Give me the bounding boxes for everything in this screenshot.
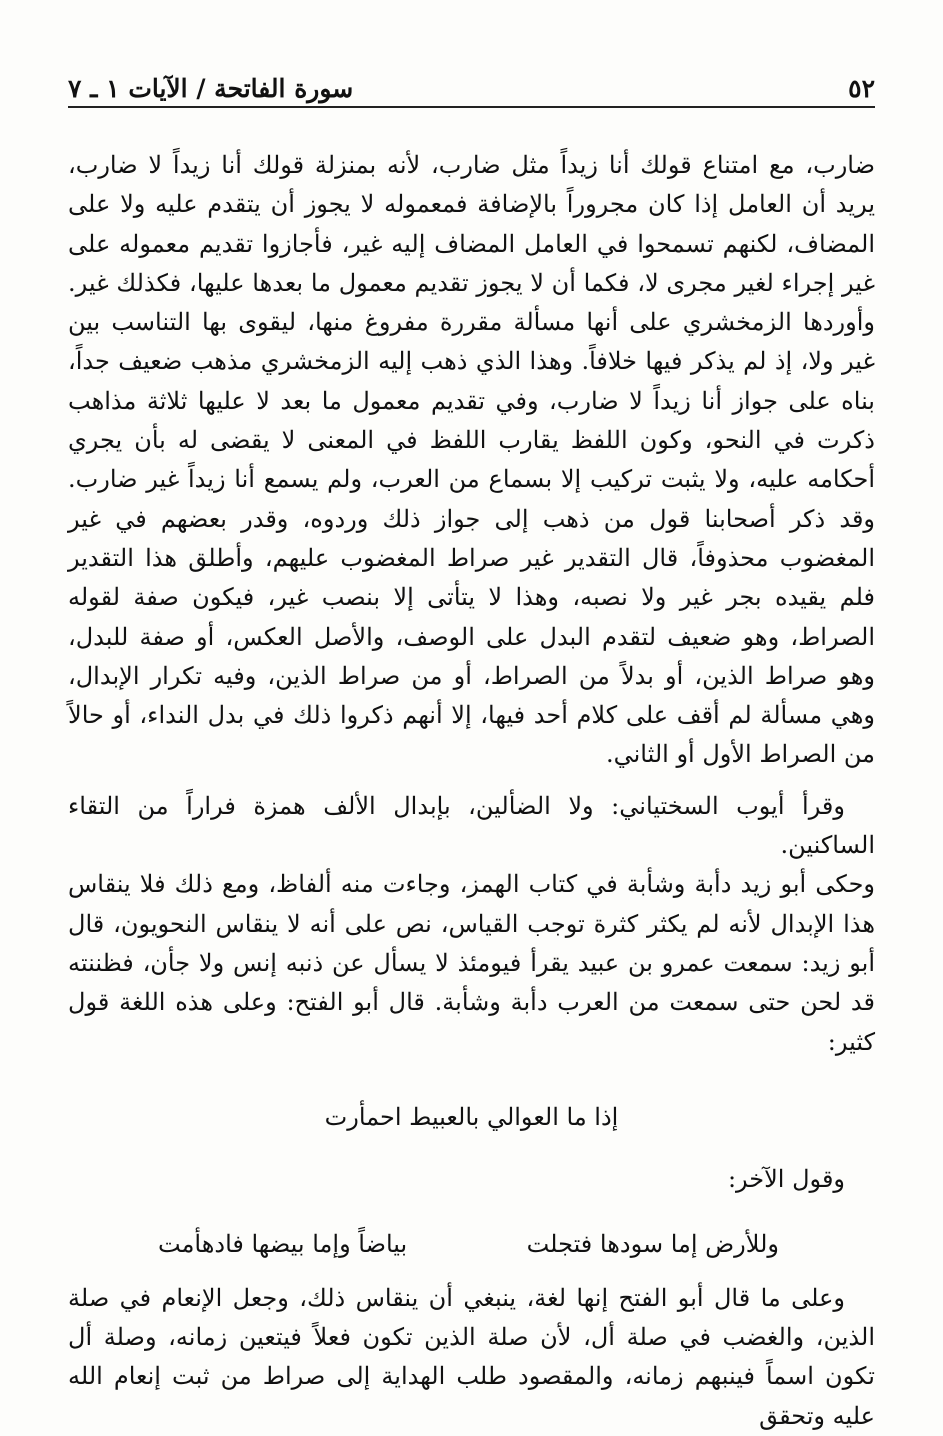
page-header <box>68 66 875 108</box>
page-number: ٥٢ <box>848 74 875 103</box>
paragraph-1: ضارب، مع امتناع قولك أنا زيداً مثل ضارب، لأنه بمنزلة قولك أنا زيداً لا ضارب، يريد أن العامل إذا كان مجروراً بالإضافة فمعموله لا يجوز أن يتقدم عليه ولا على المضاف، لكنهم تسمحوا في العامل المضاف إليه غير، فأجازوا تقديم معموله على غير إجراء لغير مجرى لا، فكما أن لا يجوز تقديم معمول ما بعدها عليها، فكذلك غير. وأوردها الزمخشري على أنها مسألة مقررة مفروغ منها، ليقوى بها التناسب بين غير ولا، إذ لم يذكر فيها خلافاً. وهذا الذي ذهب إليه الزمخشري مذهب ضعيف جداً، بناه على جواز أنا زيداً لا ضارب، وفي تقديم معمول ما بعد لا عليها ثلاثة مذاهب ذكرت في النحو، وكون اللفظ يقارب اللفظ في المعنى لا يقضى له بأن يجري أحكامه عليه، ولا يثبت تركيب إلا بسماع من العرب، ولم يسمع أنا زيداً غير ضارب. وقد ذكر أصحابنا قول من ذهب إلى جواز ذلك وردوه، وقدر بعضهم في غير المغضوب محذوفاً، قال التقدير غير صراط المغضوب عليهم، وأطلق هذا التقدير فلم يقيده بجر غير ولا نصبه، وهذا لا يتأتى إلا بنصب غير، فيكون صفة لقوله الصراط، وهو ضعيف لتقدم البدل على الوصف، والأصل العكس، أو صفة للبدل، وهو صراط الذين، أو بدلاً من الصراط، أو من صراط الذين، وفيه تكرار الإبدال، وهي مسألة لم أقف على كلام أحد فيها، إلا أنهم ذكروا ذلك في بدل النداء، أو حالاً من الصراط الأول أو الثاني. <box>68 151 876 769</box>
verse-hemistich-second: بياضاً وإما بيضها فادهأمت <box>158 1230 408 1259</box>
running-title: سورة الفاتحة / الآيات ١ ـ ٧ <box>68 74 354 103</box>
page-body <box>68 146 875 1436</box>
paragraph-3: وحكى أبو زيد دأبة وشأبة في كتاب الهمز، وجاءت منه ألفاظ، ومع ذلك فلا ينقاس هذا الإبدال لأنه لم يكثر كثرة توجب القياس، نص على أنه لا ينقاس النحويون، قال أبو زيد: سمعت عمرو بن عبيد يقرأ فيومئذ لا يسأل عن ذنبه إنس ولا جأن، فظننته قد لحن حتى سمعت من العرب دأبة وشأبة. قال أبو الفتح: وعلى هذه اللغة قول كثير: <box>68 870 876 1056</box>
verse-hemistich-first: وللأرض إما سودها فتجلت <box>526 1230 779 1259</box>
paragraph-4: وقول الآخر: <box>727 1165 845 1194</box>
verse-line-2 <box>68 1225 875 1264</box>
paragraph-5: وعلى ما قال أبو الفتح إنها لغة، ينبغي أن ينقاس ذلك، وجعل الإنعام في صلة الذين، والغضب في صلة أل، لأن صلة الذين تكون فعلاً فيتعين زمانه، وصلة أل تكون اسماً فينبهم زمانه، والمقصود طلب الهداية إلى صراط من ثبت إنعام الله عليه وتحقق <box>68 1283 875 1430</box>
paragraph-2: وقرأ أيوب السختياني: ولا الضألين، بإبدال الألف همزة فراراً من التقاء الساكنين. <box>68 791 875 860</box>
verse-line-1: إذا ما العوالي بالعبيط احمأرت <box>324 1102 619 1131</box>
